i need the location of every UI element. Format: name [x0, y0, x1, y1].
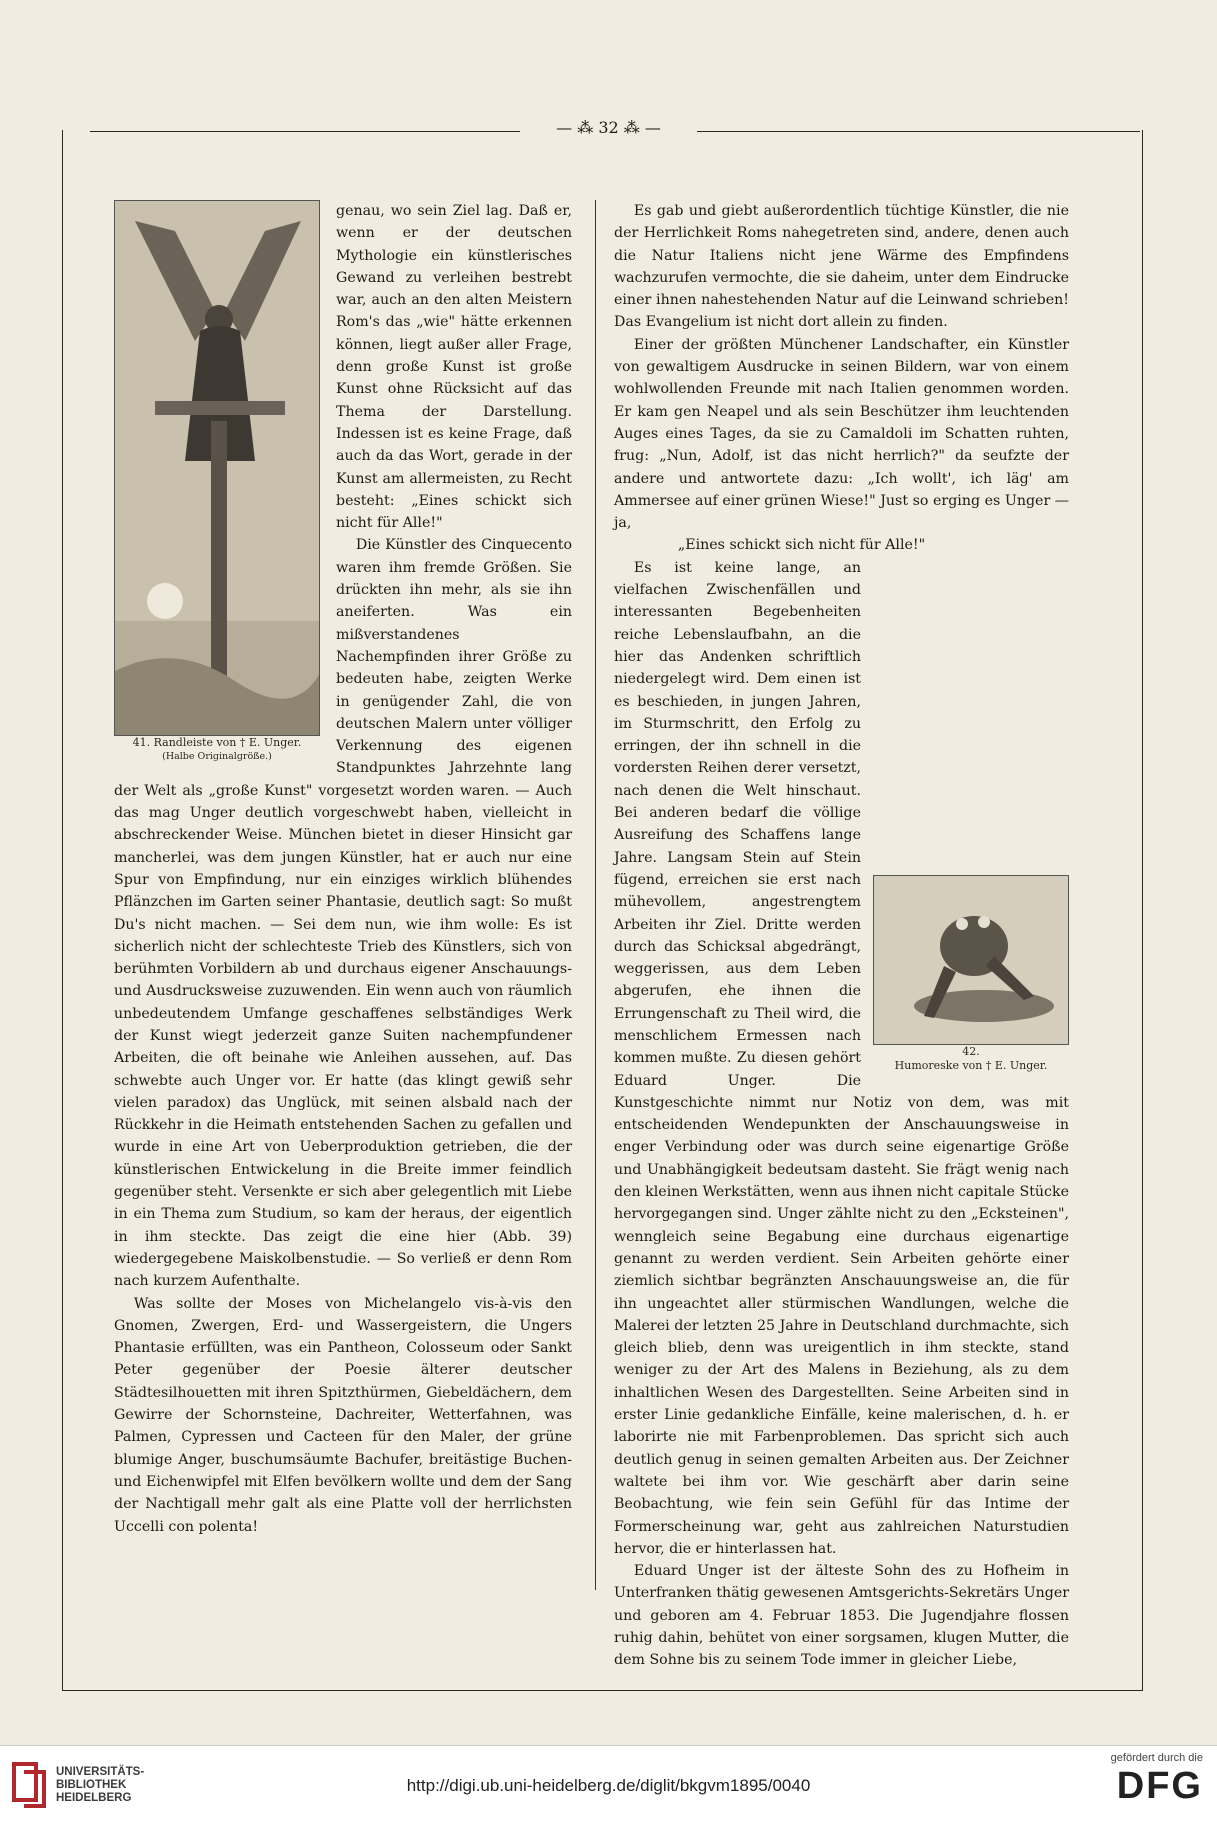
figure-41: [114, 200, 320, 765]
sponsor-text: gefördert durch die: [1110, 1752, 1203, 1764]
institution-line-2: BIBLIOTHEK: [56, 1779, 127, 1791]
page-number-value: 32: [598, 118, 619, 137]
figure-41-caption: [114, 736, 320, 764]
figure-41-caption-text: 41. Randleiste von † E. Unger.: [132, 736, 302, 749]
footer-bar: [0, 1745, 1217, 1826]
figure-42-caption: [873, 1045, 1069, 1073]
figure-41-note: (Halbe Originalgröße.): [162, 751, 272, 762]
right-paragraph-5: Eduard Unger ist der älteste Sohn des zu Hofheim in Unterfranken thätig gewesenen Amtsgerichts-Sekretärs Unger und geboren am 4. Februar 1853. Die Jugendjahre flossen ruhig dahin, behütet von einer sorgsamen, klugen Mutter, die dem Sohne bis zu seinem Tode immer in gleicher Liebe,: [614, 1563, 1069, 1669]
page-number: — ⁂ 32 ⁂ —: [556, 118, 661, 137]
right-paragraph-4: Es ist keine lange, an vielfachen Zwischenfällen und interessanten Begebenheiten reiche Lebenslaufbahn, an die hier das Andenken schriftlich niedergelegt wird. Dem einen ist es beschieden, in jungen Jahren, im Sturmschritt, den Erfolg zu erringen, der ihn schnell in die vordersten Reihen derer versetzt, nach denen die Welt hinschaut. Bei anderen bedarf die völlige Ausreifung des Schaffens lange Jahre. Langsam Stein auf Stein fügend, erreichen sie erst nach mühevollem, angestrengtem Arbeiten ihr Ziel. Dritte werden durch das Schicksal abgedrängt, weggerissen, aus dem Leben abgerufen, ehe ihnen die Errungenschaft zu Theil wird, die menschlichem Ermessen nach kommen mußte. Zu diesen gehört Eduard Unger. Die Kunstgeschichte nimmt nur Notiz von dem, was mit entscheidenden Wendepunkten der Anschauungsweise in enger Verbindung oder was durch seine eigenartige Größe und Unabhängigkeit bedeutsam dasteht. Sie frägt wenig nach den kleinen Werkstätten, wenn aus ihnen nicht capitale Stücke hervorgegangen sind. Unger zählte nicht zu den „Ecksteinen", wenngleich seine Begabung eine durchaus eigenartige genannt zu werden verdient. Sein Arbeiten gehörte einer ziemlich sichtbar begränzten Anschauungsweise an, die für ihn ungeachtet aller stürmischen Wandlungen, welche die Malerei der letzten 25 Jahre in Deutschland durchmachte, sich gleich blieb, denn was ureigentlich in ihm steckte, stand weniger zu der Art des Malens in Beziehung, als zu dem inhaltlichen Wesen des Dargestellten. Seine Arbeiten sind in erster Linie gedankliche Einfälle, keine malerischen, d. h. er laborirte nie mit Farbenproblemen. Das spricht sich auch deutlich genug in seinen gemalten Arbeiten aus. Der Zeichner waltete bei ihm vor. Wie geschärft aber darin seine Beobachtung, wie fein sein Gefühl für das Intime der Formerscheinung war, geht aus zahlreichen Naturstudien hervor, die er hinterlassen hat.: [614, 559, 1069, 1557]
figure-42-number: 42.: [962, 1044, 980, 1058]
right-paragraph-3: „Eines schickt sich nicht für Alle!": [677, 537, 926, 554]
left-paragraph-3: Was sollte der Moses von Michelangelo vis-à-vis den Gnomen, Zwergen, Erd- und Wassergeistern, die Ungers Phantasie erfüllten, was ein Pantheon, Colosseum oder Sankt Peter gegenüber der Poesie älterer deutscher Städtesilhouetten mit ihren Spitzthürmen, Giebeldächern, dem Gewirre der Schornsteine, Dachreiter, Wetterfahnen, was Palmen, Cypressen und Cacteen für den Maler, der grüne blumige Anger, buschumsäumte Bachufer, breitästige Buchen- und Eichenwipfel mit Elfen bevölkern wollte und dem der Sang der Nachtigall mehr galt als eine Platte voll der herrlichsten Uccelli con polenta!: [114, 1295, 572, 1535]
frog-humoresque-image: [874, 876, 1069, 1045]
dfg-logo: DFG: [1116, 1765, 1203, 1807]
right-paragraph-2: Einer der größten Münchener Landschafter, ein Künstler von gewaltigem Ausdrucke in seinen Bildern, war von einem wohlwollenden Freunde mit nach Italien genommen worden. Er kam gen Neapel und als sein Beschützer ihm leuchtenden Auges eines Tages, da sie zu Camaldoli im Schatten ruhten, frug: „Nun, Adolf, ist das nicht herrlich?" da seufzte der andere und antwortete dazu: „Ich wollt', ich läg' am Ammersee auf einer grünen Wiese!" Just so erging es Unger — ja,: [614, 336, 1069, 532]
figure-42-illustration: [873, 875, 1069, 1045]
left-paragraph-2: Die Künstler des Cinquecento waren ihm fremde Größen. Sie drückten ihn mehr, als sie ihn aneiferten. Was ein mißverstandenes Nachempfinden ihrer Größe zu bedeuten habe, zeigten Werke in genügender Zahl, die von deutschen Malern unter völliger Verkennung des eigenen Standpunktes Jahrzehnte lang der Welt als „große Kunst" vorgesetzt worden waren. — Auch das mag Unger deutlich vorgeschwebt haben, vielleicht in abschreckender Weise. München bietet in dieser Hinsicht gar mancherlei, was dem jungen Künstler, hat er auch nur eine Spur von Empfindung, nur ein einziges wirklich blühendes Pflänzchen im Garten seiner Phantasie, deutlich sagt: So mußt Du's nicht machen. — Sei dem nun, wie ihm wolle: Es ist sicherlich nicht der schlechteste Trieb des Künstlers, sich von berühmten Vorbildern ab und durchaus eigener Anschauungs- und Ausdrucksweise zuzuwenden. Ein wenn auch von räumlich unbedeutendem Umfange geschaffenes selbständiges Werk der Kunst wiegt jederzeit ganze Suiten nachempfundener Arbeiten, die oft beinahe wie Anleihen aussehen, auf. Das schwebte auch Unger vor. Er hatte (das klingt gewiß sehr vielen paradox) das Unglück, mit seinen alsbald nach der Rückkehr in die Heimath entstehenden Sachen zu gefallen und wurde in eine Art von Ueberproduktion getrieben, die der künstlerischen Entwickelung in die Breite immer feindlich gegenüber steht. Versenkte er sich aber gelegentlich mit Liebe in ein Thema zum Studium, so kam der heraus, der eigentlich in ihm steckte. Das zeigt die eine hier (Abb. 39) wiedergegebene Maiskolbenstudie. — So verließ er denn Rom nach kurzem Aufenthalte.: [114, 537, 572, 1290]
left-paragraph-1: genau, wo sein Ziel lag. Daß er, wenn er der deutschen Mythologie ein künstlerisches Gewand zu verleihen bestrebt war, auch an den alten Meistern Rom's das „wie" hätte erkennen können, liegt außer aller Frage, denn große Kunst ist große Kunst ohne Rücksicht auf das Thema der Darstellung. Indessen ist es keine Frage, daß auch da das Wort, gerade in der Kunst am allermeisten, zu Recht besteht: „Eines schickt sich nicht für Alle!": [336, 203, 572, 532]
winged-figure-cross-image: [115, 201, 320, 736]
source-url-link[interactable]: http://digi.ub.uni-heidelberg.de/diglit/bkgvm1895/0040: [406, 1776, 811, 1795]
institution-line-1: UNIVERSITÄTS-: [56, 1766, 145, 1778]
right-column: [614, 200, 1069, 1672]
column-divider: [595, 200, 596, 1590]
institution-line-3: HEIDELBERG: [56, 1792, 132, 1804]
figure-42: [873, 875, 1069, 1073]
right-paragraph-1: Es gab und giebt außerordentlich tüchtige Künstler, die nie der Herrlichkeit Roms nahegetreten sind, andere, denen auch die Natur Italiens nicht jene Wärme des Empfindens wachzurufen vermochte, die sie daheim, unter dem Eindrucke einer ihnen nahestehenden Natur auf die Leinwand schrieben! Das Evangelium ist nicht dort allein zu finden.: [614, 203, 1069, 331]
left-column: [114, 200, 572, 1538]
dfg-sponsor[interactable]: [1053, 1752, 1203, 1808]
figure-42-caption-text: Humoreske von † E. Unger.: [894, 1058, 1048, 1072]
figure-41-illustration: [114, 200, 320, 736]
